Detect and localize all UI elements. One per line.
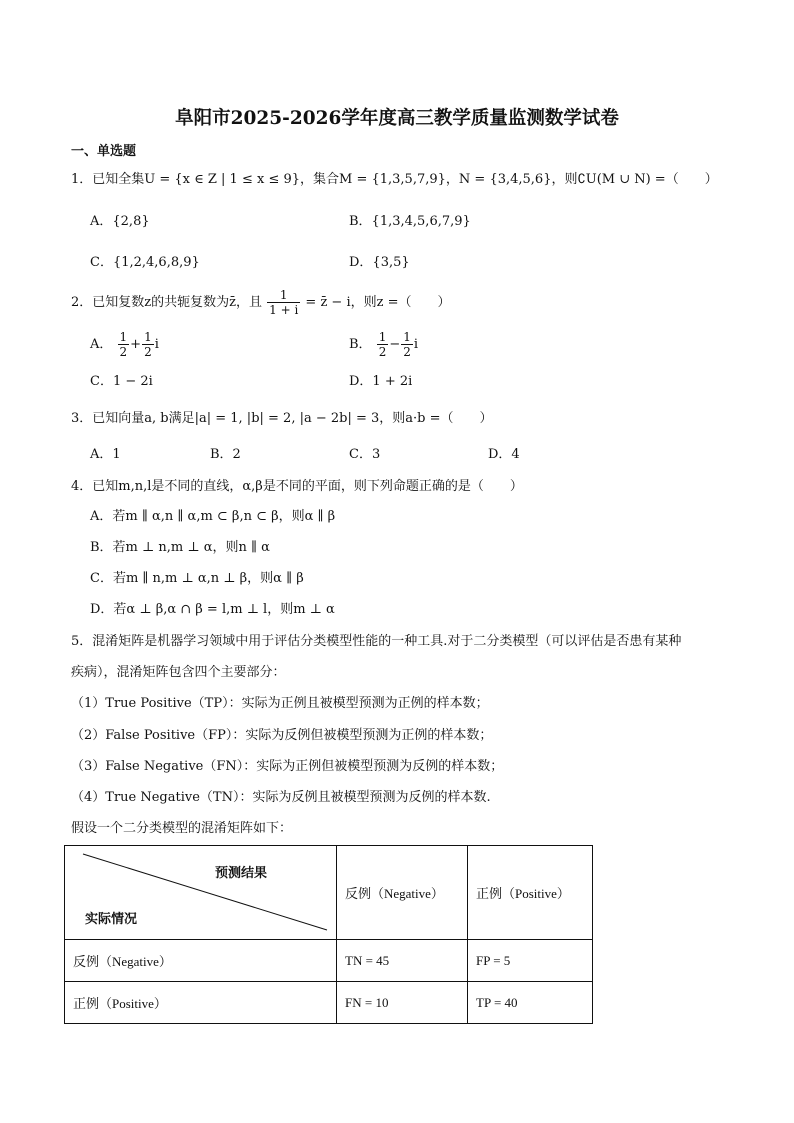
cell-fp: FP = 5 [468, 940, 593, 982]
q2-b-tail: i [413, 337, 419, 352]
q1-option-a: A．{2,8} [90, 214, 150, 229]
q2-b-frac2 [401, 330, 413, 359]
q2-a-frac1-num: 1 [119, 330, 128, 344]
q5-item-fn: （3）False Negative（FN）：实际为正例但被模型预测为反例的样本数； [71, 759, 504, 774]
q4-stem: 4．已知m,n,l是不同的直线，α,β是不同的平面，则下列命题正确的是（ ） [71, 479, 523, 494]
q5-item-tp: （1）True Positive（TP）：实际为正例且被模型预测为正例的样本数； [71, 696, 489, 711]
q2-a-frac2-den: 2 [144, 345, 152, 359]
q5-item-fp: （2）False Positive（FP）：实际为反例但被模型预测为正例的样本数； [71, 728, 493, 743]
q2-a-label: A． [90, 337, 113, 352]
cell-fn: FN = 10 [337, 982, 468, 1024]
header-predicted-label: 预测结果 [215, 865, 268, 880]
q1-option-d: D．{3,5} [349, 255, 410, 270]
q2-option-c: C．1 − 2i [90, 374, 153, 389]
q2-stem [71, 288, 451, 317]
q4-option-b: B．若m ⊥ n,m ⊥ α，则n ∥ α [90, 540, 270, 555]
q2-b-frac1-den: 2 [378, 345, 387, 359]
q2-a-frac2 [142, 330, 154, 359]
row-header-negative: 反例（Negative） [65, 940, 337, 982]
page-title: 阜阳市2025-2026学年度高三教学质量监测数学试卷 [175, 108, 619, 129]
q4-option-a: A．若m ∥ α,n ∥ α,m ⊂ β,n ⊂ β，则α ∥ β [90, 509, 336, 524]
q2-a-frac2-num: 1 [144, 330, 152, 344]
q5-line2: 疾病），混淆矩阵包含四个主要部分： [71, 665, 286, 680]
q2-a-op: + [130, 337, 142, 352]
q2-a-frac1 [118, 330, 130, 359]
q2-b-frac1 [377, 330, 389, 359]
q4-option-c: C．若m ∥ n,m ⊥ α,n ⊥ β，则α ∥ β [90, 571, 304, 586]
q3-stem: 3．已知向量a, b满足|a| = 1, |b| = 2, |a − 2b| = 3，则a·b =（ ） [71, 411, 493, 426]
header-actual-label: 实际情况 [85, 911, 138, 926]
q2-fraction [267, 288, 300, 317]
q1-option-b: B．{1,3,4,5,6,7,9} [349, 214, 471, 229]
cell-tn: TN = 45 [337, 940, 468, 982]
table-row [65, 982, 593, 1024]
cell-tp: TP = 40 [468, 982, 593, 1024]
q3-option-a: A．1 [90, 447, 121, 462]
q2-b-frac1-num: 1 [378, 330, 387, 344]
col-header-negative: 反例（Negative） [337, 846, 468, 940]
q2-option-d: D．1 + 2i [349, 374, 413, 389]
q2-frac-den: 1 + i [269, 303, 299, 317]
q5-item-tn: （4）True Negative（TN）：实际为反例且被模型预测为反例的样本数. [71, 790, 491, 805]
q2-b-frac2-den: 2 [403, 345, 411, 359]
q2-stem-post: = z̄ − i，则z =（ ） [305, 295, 451, 310]
q2-b-frac2-num: 1 [403, 330, 411, 344]
q5-lead: 假设一个二分类模型的混淆矩阵如下： [71, 821, 293, 836]
q1-stem: 1．已知全集U = {x ∈ Z | 1 ≤ x ≤ 9}，集合M = {1,3,5,7,9}，N = {3,4,5,6}，则∁U(M ∪ N) =（ ） [71, 172, 718, 187]
confusion-matrix-table [64, 845, 593, 1024]
q2-a-frac1-den: 2 [119, 345, 128, 359]
q2-a-tail: i [154, 337, 159, 352]
q2-b-op: − [389, 337, 401, 352]
q3-option-d: D．4 [488, 447, 520, 462]
header-diagonal-cell [65, 846, 337, 940]
q2-frac-num: 1 [267, 288, 300, 303]
q5-line1: 5．混淆矩阵是机器学习领域中用于评估分类模型性能的一种工具.对于二分类模型（可以评估是否患有某种 [71, 634, 682, 649]
q3-option-b: B．2 [210, 447, 241, 462]
table-row-header [65, 846, 593, 940]
q4-option-d: D．若α ⊥ β,α ∩ β = l,m ⊥ l，则m ⊥ α [90, 602, 335, 617]
q3-option-c: C．3 [349, 447, 381, 462]
row-header-positive: 正例（Positive） [65, 982, 337, 1024]
q2-option-b [349, 330, 418, 359]
table-row [65, 940, 593, 982]
q2-stem-pre: 2．已知复数z的共轭复数为z̄，且 [71, 295, 262, 310]
col-header-positive: 正例（Positive） [468, 846, 593, 940]
q2-option-a [90, 330, 159, 359]
q1-option-c: C．{1,2,4,6,8,9} [90, 255, 200, 270]
q2-b-label: B． [349, 337, 372, 352]
section-heading-single-choice: 一、单选题 [71, 144, 137, 159]
